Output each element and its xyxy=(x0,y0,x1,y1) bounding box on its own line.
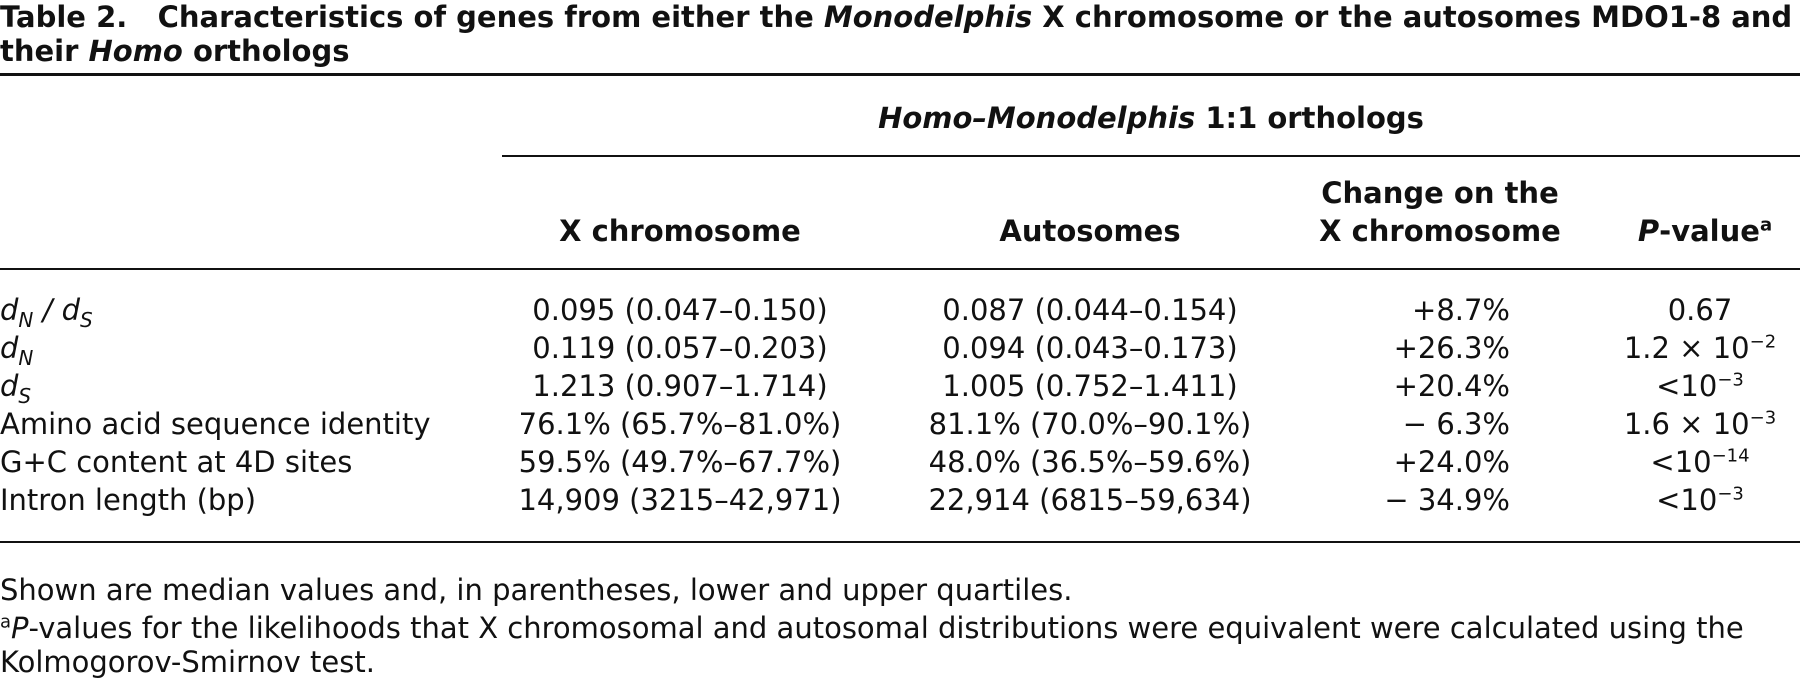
cell-x: 59.5% (49.7%–67.7%) xyxy=(518,445,842,479)
caption-text: their xyxy=(0,34,89,68)
col-header-change-line2: X chromosome xyxy=(1319,214,1561,248)
cell-x: 14,909 (3215–42,971) xyxy=(518,483,842,517)
col-header-x: X chromosome xyxy=(559,214,801,248)
caption-text: Characteristics of genes from either the xyxy=(157,0,824,34)
cell-autosomes: 48.0% (36.5%–59.6%) xyxy=(928,445,1252,479)
p-footnote-mark: a xyxy=(1759,214,1773,236)
col-header-change-line1: Change on the xyxy=(1321,176,1559,210)
spanning-header-text: 1:1 orthologs xyxy=(1195,101,1424,135)
spanning-rule xyxy=(502,155,1800,157)
cell-autosomes: 81.1% (70.0%–90.1%) xyxy=(928,407,1252,441)
cell-pvalue: $1.2 \times 10^{-2}$ xyxy=(1623,331,1777,365)
col-header-pvalue xyxy=(1610,212,1800,250)
header-rule xyxy=(0,268,1800,270)
row-label: $d_S$ xyxy=(0,369,32,408)
cell-change: +24.0% xyxy=(1393,445,1510,479)
cell-autosomes: 22,914 (6815–59,634) xyxy=(928,483,1252,517)
table-label: Table 2. xyxy=(0,0,128,34)
row-label: Amino acid sequence identity xyxy=(0,407,431,441)
caption-italic: Monodelphis xyxy=(823,0,1033,34)
footnote-a: $^a$P-values for the likelihoods that X chromosomal and autosomal distributions were equivalent were calculated using the xyxy=(0,611,1744,645)
caption-line-1 xyxy=(0,0,1792,34)
cell-change: +20.4% xyxy=(1393,369,1510,403)
caption-italic: Homo xyxy=(88,34,183,68)
cell-change: − 6.3% xyxy=(1402,407,1510,441)
cell-autosomes: 0.094 (0.043–0.173) xyxy=(942,331,1238,365)
top-rule xyxy=(0,73,1800,76)
cell-x: 0.119 (0.057–0.203) xyxy=(532,331,828,365)
col-header-autosomes: Autosomes xyxy=(999,214,1181,248)
cell-pvalue: $1.6 \times 10^{-3}$ xyxy=(1623,407,1777,441)
cell-pvalue: $<10^{-3}$ xyxy=(1656,369,1744,403)
cell-autosomes: 1.005 (0.752–1.411) xyxy=(942,369,1238,403)
caption-text: X chromosome or the autosomes MDO1-8 and xyxy=(1032,0,1793,34)
row-label: $d_N / d_S$ xyxy=(0,293,93,332)
bottom-rule xyxy=(0,541,1800,543)
footnote-general: Shown are median values and, in parentheses, lower and upper quartiles. xyxy=(0,573,1073,607)
cell-change: +26.3% xyxy=(1393,331,1510,365)
row-label: $d_N$ xyxy=(0,331,34,370)
footnote-mark: a xyxy=(0,611,12,633)
spanning-header xyxy=(502,101,1800,135)
cell-x: 76.1% (65.7%–81.0%) xyxy=(518,407,842,441)
cell-x: 0.095 (0.047–0.150) xyxy=(532,293,828,327)
p-text: -value xyxy=(1659,214,1760,248)
row-label: G+C content at 4D sites xyxy=(0,445,353,479)
cell-x: 1.213 (0.907–1.714) xyxy=(532,369,828,403)
caption-text: orthologs xyxy=(182,34,350,68)
p-italic: P xyxy=(1637,214,1660,248)
cell-autosomes: 0.087 (0.044–0.154) xyxy=(942,293,1238,327)
cell-change: − 34.9% xyxy=(1384,483,1510,517)
cell-pvalue: 0.67 xyxy=(1667,293,1733,327)
spanning-header-italic: Homo–Monodelphis xyxy=(878,101,1196,135)
caption-line-2 xyxy=(0,34,350,68)
cell-pvalue: $<10^{-14}$ xyxy=(1650,445,1750,479)
footnote-a-cont: Kolmogorov-Smirnov test. xyxy=(0,645,375,679)
cell-pvalue: $<10^{-3}$ xyxy=(1656,483,1744,517)
col-header-change xyxy=(1300,174,1580,250)
cell-change: +8.7% xyxy=(1412,293,1510,327)
row-label: Intron length (bp) xyxy=(0,483,257,517)
